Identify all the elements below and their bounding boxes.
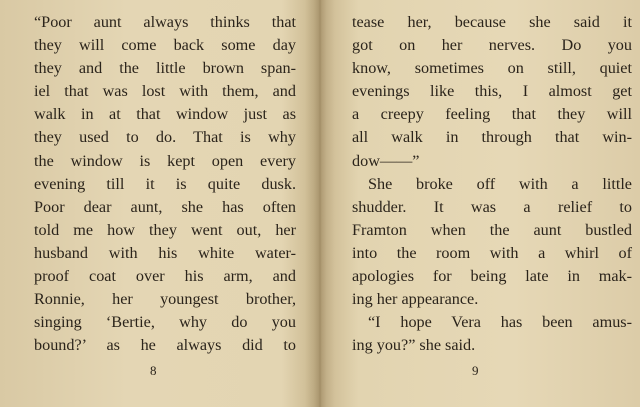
text-line: they will come back some day bbox=[34, 36, 296, 55]
text-line: evenings like this, I almost get bbox=[352, 82, 632, 101]
text-line: iel that was lost with them, and bbox=[34, 82, 296, 101]
text-line: “I hope Vera has been amus- bbox=[368, 313, 632, 332]
right-page-text bbox=[352, 11, 632, 357]
text-line: ing her appearance. bbox=[352, 290, 479, 309]
text-line: all walk in through that win- bbox=[352, 128, 632, 147]
text-line: ing you?” she said. bbox=[352, 336, 476, 355]
text-line: tease her, because she said it bbox=[352, 13, 632, 31]
text-line: She broke off with a little bbox=[368, 174, 632, 193]
text-line: know, sometimes on still, quiet bbox=[352, 59, 632, 78]
page-number-right: 9 bbox=[472, 363, 479, 378]
text-line: husband with his white water- bbox=[34, 243, 296, 262]
text-line: walk in at that window just as bbox=[34, 105, 296, 124]
page-number-left: 8 bbox=[150, 363, 157, 378]
text-line: the window is kept open every bbox=[34, 151, 296, 170]
left-page-text bbox=[34, 11, 296, 357]
text-line: they and the little brown span- bbox=[34, 59, 296, 78]
text-line: apologies for being late in mak- bbox=[352, 267, 632, 286]
text-line: evening till it is quite dusk. bbox=[34, 174, 296, 193]
text-line: shudder. It was a relief to bbox=[352, 197, 632, 216]
text-line: into the room with a whirl of bbox=[352, 243, 632, 262]
text-line: bound?’ as he always did to bbox=[34, 336, 296, 355]
text-line: proof coat over his arm, and bbox=[34, 267, 296, 286]
text-line: Framton when the aunt bustled bbox=[352, 220, 632, 239]
text-line: told me how they went out, her bbox=[34, 220, 296, 239]
text-line: got on her nerves. Do you bbox=[352, 36, 632, 55]
text-line: “Poor aunt always thinks that bbox=[34, 13, 296, 31]
right-page bbox=[322, 0, 640, 407]
text-line: singing ‘Bertie, why do you bbox=[34, 313, 296, 332]
text-line: dow——” bbox=[352, 151, 420, 170]
text-line: Poor dear aunt, she has often bbox=[34, 197, 296, 216]
text-line: they used to do. That is why bbox=[34, 128, 296, 147]
text-line: Ronnie, her youngest brother, bbox=[34, 290, 296, 309]
text-line: a creepy feeling that they will bbox=[352, 105, 632, 124]
